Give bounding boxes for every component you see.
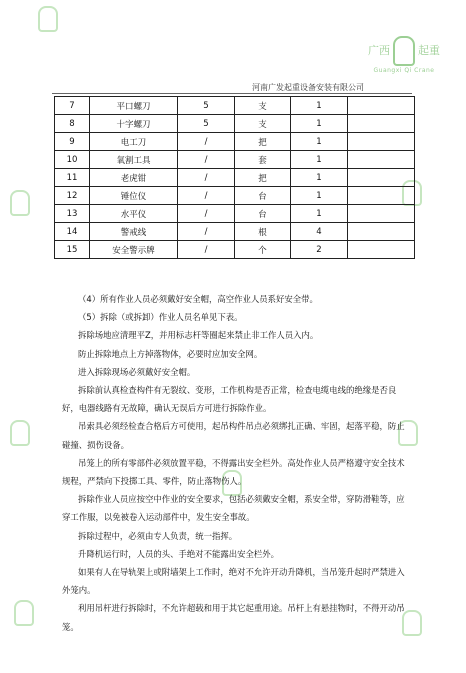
- tools-table: [54, 96, 415, 259]
- body-paragraph: （5）拆除（或拆卸）作业人员名单见下表。: [78, 312, 243, 323]
- tool-quantity: 1: [291, 115, 348, 133]
- row-number: 15: [55, 241, 90, 259]
- row-number: 10: [55, 151, 90, 169]
- tool-spec: /: [178, 187, 235, 205]
- tool-spec: /: [178, 133, 235, 151]
- body-paragraph: 如果有人在导轨架上或附墙架上工作时，绝对不允许开动升降机，当吊笼升起时严禁进入外笼内。: [62, 567, 405, 596]
- tool-name: 警戒线: [90, 223, 178, 241]
- tool-name: 安全警示牌: [90, 241, 178, 259]
- tool-quantity: 1: [291, 187, 348, 205]
- tool-name: 平口螺刀: [90, 97, 178, 115]
- row-number: 11: [55, 169, 90, 187]
- tool-spec: /: [178, 169, 235, 187]
- header-divider: [52, 93, 412, 94]
- body-paragraph: 拆除过程中，必须由专人负责，统一指挥。: [78, 530, 238, 541]
- tool-quantity: 1: [291, 97, 348, 115]
- tool-unit: 个: [235, 241, 291, 259]
- brand-left-text: 广西: [368, 44, 390, 57]
- body-paragraph: 防止拆除地点上方掉落物体，必要时应加安全网。: [78, 348, 263, 359]
- table-row: [55, 97, 415, 115]
- tool-unit: 根: [235, 223, 291, 241]
- tool-unit: 把: [235, 133, 291, 151]
- tool-remark: [348, 169, 415, 187]
- tool-unit: 支: [235, 97, 291, 115]
- table-row: [55, 169, 415, 187]
- tool-spec: /: [178, 241, 235, 259]
- watermark-logo-icon: [36, 6, 60, 32]
- tool-quantity: 2: [291, 241, 348, 259]
- tool-unit: 台: [235, 205, 291, 223]
- tool-name: 十字螺刀: [90, 115, 178, 133]
- tool-name: 老虎钳: [90, 169, 178, 187]
- row-number: 12: [55, 187, 90, 205]
- row-number: 8: [55, 115, 90, 133]
- body-paragraph: 拆除前认真检查构件有无裂纹、变形，工作机构是否正常，检查电缆电线的绝缘是否良好，电器线路有无故障，确认无误后方可进行拆除作业。: [62, 385, 397, 414]
- tool-name: 锤位仪: [90, 187, 178, 205]
- body-paragraph: 吊笼上的所有零部件必须放置平稳，不得露出安全栏外。高处作业人员严格遵守安全技术规程，严禁向下投掷工具、零件，防止落物伤人。: [62, 457, 405, 487]
- tool-spec: 5: [178, 97, 235, 115]
- body-paragraph: 升降机运行时，人员的头、手绝对不能露出安全栏外。: [78, 548, 279, 559]
- brand-right-text: 起重: [418, 44, 440, 57]
- tool-unit: 台: [235, 187, 291, 205]
- table-row: [55, 241, 415, 259]
- tool-quantity: 1: [291, 205, 348, 223]
- watermark-logo-icon: [8, 420, 32, 446]
- tool-unit: 支: [235, 115, 291, 133]
- tool-remark: [348, 223, 415, 241]
- table-row: [55, 115, 415, 133]
- tool-quantity: 1: [291, 133, 348, 151]
- table-row: [55, 205, 415, 223]
- brand-watermark-top: [368, 36, 440, 74]
- tool-quantity: 1: [291, 151, 348, 169]
- tool-spec: /: [178, 151, 235, 169]
- body-paragraph: （4）所有作业人员必须戴好安全帽，高空作业人员系好安全带。: [78, 294, 318, 304]
- tool-unit: 套: [235, 151, 291, 169]
- body-paragraph: 吊索具必须经检查合格后方可使用，起吊构件吊点必须绑扎正确、牢固，起落平稳，防止碰撞、损伤设备。: [62, 421, 405, 450]
- body-paragraph: 进入拆除现场必须戴好安全帽。: [78, 366, 196, 377]
- tool-remark: [348, 187, 415, 205]
- row-number: 14: [55, 223, 90, 241]
- tool-remark: [348, 133, 415, 151]
- table-row: [55, 187, 415, 205]
- company-header: 河南广发起重设备安装有限公司: [252, 83, 364, 92]
- tool-remark: [348, 151, 415, 169]
- body-paragraph: 拆除场地应清理平Z，并用标志杆等圈起来禁止非工作人员入内。: [78, 330, 319, 341]
- tool-name: 氧割工具: [90, 151, 178, 169]
- body-paragraph: 拆除作业人员应按空中作业的安全要求，包括必须戴安全帽，系安全带，穿防滑鞋等，应穿工作服，以免被卷入运动部件中，发生安全事故。: [62, 494, 405, 523]
- tool-spec: /: [178, 205, 235, 223]
- tool-remark: [348, 241, 415, 259]
- tool-quantity: 1: [291, 169, 348, 187]
- table-row: [55, 151, 415, 169]
- tool-name: 水平仪: [90, 205, 178, 223]
- tool-unit: 把: [235, 169, 291, 187]
- brand-sub-text: Guangxi Qi Crane: [373, 67, 435, 74]
- tool-spec: 5: [178, 115, 235, 133]
- tool-remark: [348, 205, 415, 223]
- row-number: 13: [55, 205, 90, 223]
- tool-remark: [348, 97, 415, 115]
- table-row: [55, 223, 415, 241]
- row-number: 7: [55, 97, 90, 115]
- watermark-logo-icon: [8, 190, 32, 216]
- hook-logo-icon: [393, 36, 415, 66]
- table-row: [55, 133, 415, 151]
- tool-quantity: 4: [291, 223, 348, 241]
- tool-remark: [348, 115, 415, 133]
- row-number: 9: [55, 133, 90, 151]
- watermark-logo-icon: [12, 600, 36, 626]
- tool-spec: /: [178, 223, 235, 241]
- body-text: [62, 290, 410, 636]
- body-paragraph: 利用吊杆进行拆除时，不允许超载和用于其它起重用途。吊杆上有悬挂物时，不得开动吊笼。: [62, 603, 405, 632]
- tool-name: 电工刀: [90, 133, 178, 151]
